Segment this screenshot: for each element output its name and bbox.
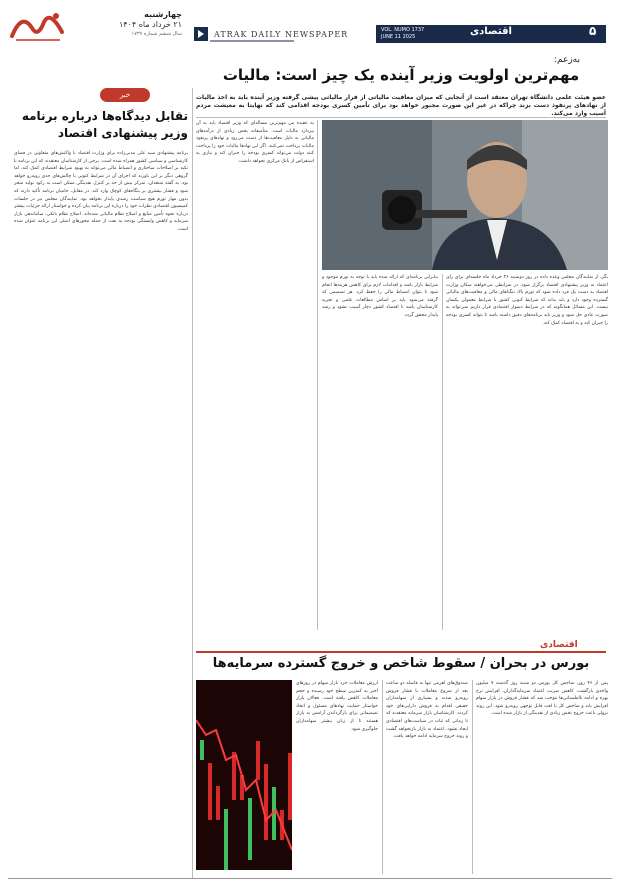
decorative-candle — [264, 764, 268, 840]
volume-number: VOL. NUMO 1737 — [381, 27, 425, 33]
newspaper-logo — [8, 6, 68, 46]
column-rule — [472, 680, 473, 874]
paper-name: ATRAK DAILY NEWSPAPER — [214, 30, 349, 39]
date-persian: ۲۱ خرداد ماه ۱۴۰۴ — [118, 20, 182, 29]
decorative-candle — [208, 763, 212, 820]
volume-info — [381, 27, 424, 41]
second-story-col-3: ارزش معاملات خرد بازار سهام در روزهای اخیر به کمترین سطح خود رسیده و حجم معاملات کاهش یافته است. فعالان بازار خواستار حمایت نهادهای مسئول و اتخاذ تصمیماتی برای بازگرداندن آرامش به بازار هستند تا از زیان بیشتر سهامداران جلوگیری شود. — [296, 681, 378, 732]
issue-date — [72, 10, 182, 37]
footer-rule — [8, 878, 612, 879]
column-rule — [382, 680, 383, 874]
decorative-candle — [256, 741, 260, 780]
main-headline: مهم‌ترین اولویت وزیر آینده یک چیز است: مالیات — [222, 66, 580, 84]
minister-photo — [322, 120, 608, 270]
side-badge: خبر — [100, 88, 150, 102]
second-section-label: اقتصادی — [540, 640, 578, 650]
second-story-col-1: پس از ۴۶ روز، شاخص کل بورس دو شنبه روز گذشته ۷ میلیون واحدی بازگشت. کاهش ضریب اعتماد سرمایه‌گذاران، افزایش نرخ بهره و ادامه نااطمینانی‌ها موجب شد که فشار فروش در بازار سهام افزایش یابد و شاخص کل با افت قابل توجهی روبه‌رو شود. این روند نزولی باعث خروج بخش زیادی از نقدینگی از بازار شده است. — [476, 681, 608, 717]
side-headline: تقابل دیدگاه‌ها درباره برنامه وزیر پیشنهادی اقتصاد — [21, 109, 188, 140]
weekday: چهارشنبه — [144, 10, 182, 19]
second-story-col-2: صندوق‌های اهرمی تنها به فاصله دو ساعت بعد از شروع معاملات با فشار فروش روبه‌رو شدند و بسیاری از سهامداران حقیقی اقدام به فروش دارایی‌های خود کردند. کارشناسان بازار سرمایه معتقدند که تا زمانی که ثبات در سیاست‌های اقتصادی ایجاد نشود، اعتماد به بازار بازنخواهد گشت و روند خروج سرمایه ادامه خواهد یافت. — [386, 681, 468, 740]
second-headline: بورس در بحران / سقوط شاخص و خروج گسترده سرمایه‌ها — [212, 656, 590, 671]
page-number: ۵ — [589, 24, 597, 38]
section-name: اقتصادی — [470, 26, 512, 37]
decorative-candle — [200, 740, 204, 760]
main-lead: عضو هیئت علمی دانشگاه تهران معتقد است از آنجایی که میزان معافیت مالیاتی از فرار مالیاتی پیشی گرفته وزیر آینده باید به اخذ مالیات از نهادهای پرنفوذ دست بزند چراکه در غیر این صورت مجبور خواهد بود برای تأمین کسری بودجه اقدامی کند که نهایتا به معیشت مردم آسیب وارد می‌کند. — [196, 94, 606, 117]
decorative-candle — [224, 809, 228, 870]
decorative-candle — [288, 753, 292, 820]
side-story-body: برنامه پیشنهادی سید علی مدنی‌زاده برای وزارت اقتصاد با واکنش‌های متفاوتی در فضای کارشناسی و سیاسی کشور همراه شده است. برخی از کارشناسان معتقدند که این برنامه با تکیه بر اصلاحات ساختاری و انضباط مالی می‌تواند به بهبود شرایط اقتصادی کمک کند، اما گروهی دیگر بر این باورند که اجرای آن در شرایط کنونی با چالش‌های جدی روبه‌رو خواهد بود. به گفته منتقدان، تمرکز بیش از حد بر کنترل نقدینگی ممکن است به رکود تولید منجر شود و فشار بیشتری بر بنگاه‌های کوچک وارد کند. در مقابل، حامیان برنامه تأکید دارند که بدون مهار تورم هیچ سیاست رشدی پایدار نخواهد بود. نمایندگان مجلس نیز در جلسات کمیسیون اقتصادی نظرات خود را درباره این برنامه بیان کرده و خواستار ارائه جزئیات بیشتر درباره نحوه تأمین منابع و اصلاح نظام مالیاتی شده‌اند. اصلاح نظام بانکی، ساماندهی بازار سرمایه و کاهش وابستگی بودجه به نفت از جمله محورهای اصلی این برنامه عنوان شده است. — [14, 151, 188, 232]
decorative-candle — [232, 752, 236, 800]
decorative-candle — [248, 798, 252, 860]
main-story-col-3: به عقیده من مهم‌ترین مسأله‌ای که وزیر اقتصاد باید به آن بپردازد مالیات است. متأسفانه بخش زیادی از درآمدهای مالیاتی به دلیل معافیت‌ها از دست می‌رود و نهادهای پرنفوذ مالیات پرداخت نمی‌کنند. اگر این نهادها مالیات خود را پرداخت کنند دولت می‌تواند کسری بودجه را جبران کند و نیازی به استقراض از بانک مرکزی نخواهد داشت. — [196, 121, 314, 164]
column-rule — [192, 88, 193, 878]
issue-number: سال ششم شماره ۱۷۳۷ — [131, 31, 182, 37]
main-kicker: به‌زعم: — [553, 55, 580, 65]
column-rule — [317, 120, 318, 630]
masthead — [0, 0, 620, 50]
divider — [196, 117, 606, 118]
main-story-col-1: بگی از نمایندگان مجلس وعده داده در روز دوشنبه ۲۶ خرداد ماه جلسه‌ای برای رأی اعتماد به وزیر پیشنهادی اقتصاد برگزار شود. در شرایطی می‌خواهند سکان وزارت اقتصاد به دست یک فرد داده شود که تورم بالا، تنگناهای مالی و معافیت‌های مالیاتی گسترده وجود دارد و باید بداند که شرایط کنونی کشور با شرایط معمولی یکسان نیست. این مسائل همانگونه که در شرایط دشوار اقتصادی قرار داریم نمی‌تواند به صورت عادی حل شود و وزیر باید برنامه‌های دقیق داشته باشد تا بتواند کسری بودجه را جبران کند و به اقتصاد کمک کند. — [446, 275, 608, 326]
main-story-col-2: بنابراین برنامه‌ای که ارائه شده باید با توجه به تورم موجود و شرایط بازار باشد و اقدامات لازم برای کاهش هزینه‌ها انجام شود تا بتوان انضباط مالی را حفظ کرد. هر تصمیمی که گرفته می‌شود باید بر اساس مطالعات علمی و تجربه کارشناسان باشد تا اقتصاد کشور دچار آسیب نشود و رشد پایدار محقق گردد. — [322, 275, 438, 318]
stock-market-photo — [196, 680, 292, 870]
decorative-candle — [216, 786, 220, 820]
volume-date: JUNE 11 2025 — [381, 34, 416, 40]
column-rule — [442, 274, 443, 630]
